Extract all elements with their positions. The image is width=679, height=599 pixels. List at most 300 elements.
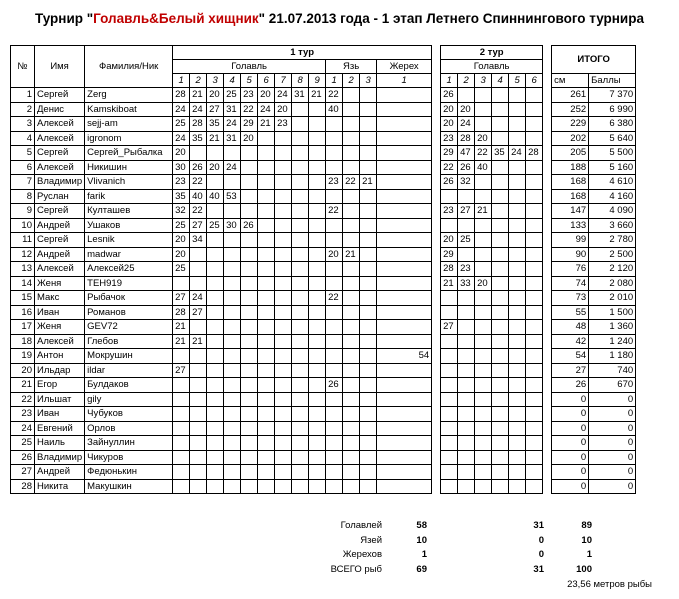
golavl1-value <box>309 407 326 422</box>
golavl1-value <box>258 146 275 161</box>
golavl1-value <box>258 465 275 480</box>
spacer <box>543 117 552 132</box>
yaz1-value: 23 <box>326 175 343 190</box>
yaz1-value <box>326 320 343 335</box>
table-row <box>11 218 636 233</box>
golavl2-value: 22 <box>475 146 492 161</box>
golavl1-value <box>309 334 326 349</box>
golavl1-value <box>292 117 309 132</box>
golavl1-value <box>309 247 326 262</box>
golavl2-value <box>509 392 526 407</box>
totals-tour1: 10 <box>416 534 427 546</box>
golavl1-value <box>275 450 292 465</box>
spacer <box>543 102 552 117</box>
col-golavl1-7: 7 <box>275 74 292 88</box>
col-golavl1-9: 9 <box>309 74 326 88</box>
golavl2-value <box>492 189 509 204</box>
zhereh1-value <box>377 378 432 393</box>
golavl2-value <box>441 465 458 480</box>
golavl1-value <box>258 233 275 248</box>
table-row <box>11 189 636 204</box>
golavl2-value: 20 <box>458 102 475 117</box>
golavl1-value <box>309 363 326 378</box>
golavl1-value <box>309 305 326 320</box>
golavl1-value <box>207 146 224 161</box>
yaz1-value <box>326 146 343 161</box>
golavl2-value: 47 <box>458 146 475 161</box>
golavl2-value <box>526 479 543 494</box>
spacer <box>543 392 552 407</box>
golavl1-value: 30 <box>173 160 190 175</box>
col-yaz1-1: 1 <box>326 74 343 88</box>
golavl1-value: 31 <box>224 102 241 117</box>
spacer <box>432 204 441 219</box>
golavl2-value: 26 <box>441 88 458 103</box>
golavl2-value <box>526 363 543 378</box>
golavl1-value: 20 <box>207 88 224 103</box>
golavl1-value <box>207 334 224 349</box>
row-points: 1 360 <box>589 320 636 335</box>
golavl2-value <box>492 320 509 335</box>
golavl2-value <box>475 392 492 407</box>
golavl2-value <box>492 276 509 291</box>
golavl1-value: 20 <box>275 102 292 117</box>
row-nick: gily <box>85 392 173 407</box>
row-name: Руслан <box>35 189 85 204</box>
table-row <box>11 421 636 436</box>
row-points: 5 160 <box>589 160 636 175</box>
golavl1-value <box>190 479 207 494</box>
golavl1-value <box>292 291 309 306</box>
table-row <box>11 407 636 422</box>
golavl2-value <box>458 334 475 349</box>
golavl2-value <box>458 363 475 378</box>
golavl2-value <box>458 291 475 306</box>
golavl1-value <box>207 204 224 219</box>
golavl1-value <box>258 247 275 262</box>
row-name: Макс <box>35 291 85 306</box>
golavl2-value <box>475 334 492 349</box>
row-points: 1 500 <box>589 305 636 320</box>
golavl1-value: 20 <box>241 131 258 146</box>
golavl1-value: 20 <box>207 160 224 175</box>
yaz1-value <box>343 378 360 393</box>
golavl1-value: 20 <box>173 146 190 161</box>
row-num: 22 <box>11 392 35 407</box>
golavl1-value <box>309 276 326 291</box>
golavl2-value <box>526 421 543 436</box>
golavl1-value: 25 <box>173 262 190 277</box>
golavl2-value <box>475 88 492 103</box>
golavl2-value <box>458 88 475 103</box>
table-row <box>11 465 636 480</box>
golavl1-value: 24 <box>190 102 207 117</box>
row-points: 670 <box>589 378 636 393</box>
table-row <box>11 276 636 291</box>
golavl1-value <box>292 218 309 233</box>
row-sm: 202 <box>552 131 589 146</box>
spacer <box>543 88 552 103</box>
golavl2-value <box>475 421 492 436</box>
table-row <box>11 117 636 132</box>
yaz1-value <box>360 102 377 117</box>
golavl1-value <box>190 378 207 393</box>
yaz1-value: 22 <box>326 204 343 219</box>
golavl1-value <box>275 131 292 146</box>
row-name: Никита <box>35 479 85 494</box>
spacer <box>543 276 552 291</box>
golavl2-value <box>475 175 492 190</box>
spacer <box>543 465 552 480</box>
spacer <box>543 334 552 349</box>
golavl2-value <box>492 450 509 465</box>
spacer <box>432 334 441 349</box>
golavl2-value <box>509 204 526 219</box>
totals-table <box>300 519 592 577</box>
golavl2-value <box>441 349 458 364</box>
header-tour2: 2 тур <box>441 46 543 60</box>
golavl1-value <box>241 378 258 393</box>
row-sm: 0 <box>552 407 589 422</box>
zhereh1-value <box>377 421 432 436</box>
golavl1-value <box>292 363 309 378</box>
golavl2-value <box>441 378 458 393</box>
golavl1-value <box>224 305 241 320</box>
golavl2-value <box>526 160 543 175</box>
col-golavl2-3: 3 <box>475 74 492 88</box>
golavl2-value <box>492 392 509 407</box>
spacer <box>543 450 552 465</box>
golavl2-value <box>509 479 526 494</box>
table-row <box>11 436 636 451</box>
golavl1-value <box>173 450 190 465</box>
spacer <box>432 189 441 204</box>
golavl2-value <box>526 305 543 320</box>
golavl1-value <box>224 436 241 451</box>
golavl1-value <box>275 421 292 436</box>
golavl1-value <box>241 247 258 262</box>
row-nick: Чикуров <box>85 450 173 465</box>
zhereh1-value: 54 <box>377 349 432 364</box>
row-sm: 54 <box>552 349 589 364</box>
yaz1-value <box>343 146 360 161</box>
golavl1-value <box>275 160 292 175</box>
col-golavl1-4: 4 <box>224 74 241 88</box>
golavl1-value <box>292 204 309 219</box>
golavl1-value <box>309 160 326 175</box>
golavl2-value: 21 <box>475 204 492 219</box>
golavl2-value <box>458 247 475 262</box>
golavl2-value <box>441 479 458 494</box>
yaz1-value <box>326 160 343 175</box>
spacer <box>432 479 441 494</box>
golavl2-value <box>441 334 458 349</box>
table-row <box>11 392 636 407</box>
table-row <box>11 305 636 320</box>
golavl2-value <box>441 436 458 451</box>
row-name: Женя <box>35 276 85 291</box>
golavl1-value <box>258 378 275 393</box>
row-points: 2 120 <box>589 262 636 277</box>
row-name: Егор <box>35 378 85 393</box>
golavl1-value: 20 <box>258 88 275 103</box>
golavl1-value <box>275 218 292 233</box>
zhereh1-value <box>377 334 432 349</box>
footer-length: 23,56 метров рыбы <box>567 579 652 590</box>
golavl1-value <box>275 407 292 422</box>
yaz1-value <box>360 117 377 132</box>
golavl1-value <box>224 334 241 349</box>
table-row <box>11 131 636 146</box>
golavl1-value <box>173 421 190 436</box>
golavl1-value <box>241 276 258 291</box>
spacer <box>432 305 441 320</box>
golavl2-value <box>441 305 458 320</box>
table-row <box>11 334 636 349</box>
col-golavl1-3: 3 <box>207 74 224 88</box>
golavl1-value: 27 <box>190 218 207 233</box>
zhereh1-value <box>377 218 432 233</box>
yaz1-value <box>343 349 360 364</box>
golavl2-value: 20 <box>441 102 458 117</box>
golavl1-value <box>190 450 207 465</box>
col-golavl2-5: 5 <box>509 74 526 88</box>
row-name: Алексей <box>35 334 85 349</box>
golavl1-value <box>258 175 275 190</box>
golavl1-value <box>258 392 275 407</box>
row-sm: 0 <box>552 465 589 480</box>
golavl2-value <box>509 189 526 204</box>
zhereh1-value <box>377 407 432 422</box>
spacer <box>432 363 441 378</box>
row-name: Иван <box>35 305 85 320</box>
golavl1-value <box>241 189 258 204</box>
yaz1-value <box>360 436 377 451</box>
spacer <box>432 160 441 175</box>
golavl2-value <box>475 305 492 320</box>
golavl1-value <box>173 276 190 291</box>
yaz1-value <box>343 479 360 494</box>
table-row <box>11 363 636 378</box>
golavl2-value <box>458 465 475 480</box>
golavl2-value <box>458 218 475 233</box>
golavl1-value <box>190 262 207 277</box>
row-points: 740 <box>589 363 636 378</box>
golavl2-value <box>509 291 526 306</box>
golavl2-value <box>509 117 526 132</box>
golavl1-value <box>241 407 258 422</box>
golavl1-value: 40 <box>207 189 224 204</box>
row-nick: farik <box>85 189 173 204</box>
spacer <box>543 320 552 335</box>
yaz1-value <box>360 407 377 422</box>
golavl1-value <box>190 247 207 262</box>
golavl1-value: 35 <box>207 117 224 132</box>
table-row <box>11 204 636 219</box>
header-zhereh-1: Жерех <box>377 60 432 74</box>
table-row <box>11 160 636 175</box>
row-name: Сергей <box>35 204 85 219</box>
yaz1-value <box>343 262 360 277</box>
golavl1-value: 25 <box>207 218 224 233</box>
row-num: 21 <box>11 378 35 393</box>
golavl2-value <box>492 117 509 132</box>
golavl1-value <box>292 378 309 393</box>
golavl1-value <box>224 247 241 262</box>
golavl1-value: 34 <box>190 233 207 248</box>
yaz1-value <box>343 407 360 422</box>
row-name: Андрей <box>35 465 85 480</box>
golavl1-value <box>292 102 309 117</box>
golavl1-value <box>292 450 309 465</box>
row-sm: 76 <box>552 262 589 277</box>
golavl1-value <box>275 334 292 349</box>
golavl1-value <box>309 465 326 480</box>
spacer <box>432 102 441 117</box>
golavl2-value <box>509 349 526 364</box>
golavl2-value <box>475 218 492 233</box>
spacer <box>543 189 552 204</box>
golavl2-value <box>492 334 509 349</box>
zhereh1-value <box>377 465 432 480</box>
golavl2-value <box>509 407 526 422</box>
golavl1-value <box>275 276 292 291</box>
golavl1-value <box>258 320 275 335</box>
row-nick: Романов <box>85 305 173 320</box>
spacer <box>543 131 552 146</box>
golavl2-value: 28 <box>526 146 543 161</box>
yaz1-value <box>326 349 343 364</box>
spacer <box>543 436 552 451</box>
table-row <box>11 262 636 277</box>
yaz1-value: 22 <box>326 88 343 103</box>
yaz1-value <box>360 276 377 291</box>
golavl2-value: 28 <box>458 131 475 146</box>
golavl2-value <box>509 276 526 291</box>
yaz1-value <box>326 233 343 248</box>
totals-tour2: 31 <box>533 520 544 531</box>
row-points: 3 660 <box>589 218 636 233</box>
golavl1-value: 22 <box>241 102 258 117</box>
spacer <box>543 233 552 248</box>
golavl1-value <box>275 175 292 190</box>
golavl1-value: 23 <box>275 117 292 132</box>
golavl2-value <box>492 421 509 436</box>
col-golavl1-5: 5 <box>241 74 258 88</box>
golavl1-value <box>190 276 207 291</box>
golavl1-value <box>173 479 190 494</box>
golavl1-value: 28 <box>173 305 190 320</box>
golavl2-value: 24 <box>509 146 526 161</box>
golavl1-value: 24 <box>224 117 241 132</box>
golavl1-value <box>224 204 241 219</box>
tournament-name: Голавль&Белый хищник <box>93 11 259 26</box>
golavl1-value <box>258 218 275 233</box>
golavl2-value <box>526 450 543 465</box>
spacer <box>432 407 441 422</box>
golavl1-value <box>309 218 326 233</box>
golavl1-value <box>275 262 292 277</box>
row-sm: 42 <box>552 334 589 349</box>
row-num: 12 <box>11 247 35 262</box>
golavl1-value <box>207 363 224 378</box>
row-nick: Kamskiboat <box>85 102 173 117</box>
golavl2-value: 32 <box>458 175 475 190</box>
golavl1-value <box>207 421 224 436</box>
golavl1-value <box>275 204 292 219</box>
totals-tour1: 1 <box>421 549 427 560</box>
row-name: Денис <box>35 102 85 117</box>
golavl1-value <box>224 291 241 306</box>
col-golavl2-6: 6 <box>526 74 543 88</box>
row-name: Ильшат <box>35 392 85 407</box>
golavl2-value <box>526 320 543 335</box>
yaz1-value <box>326 276 343 291</box>
yaz1-value <box>360 88 377 103</box>
row-points: 4 160 <box>589 189 636 204</box>
header-nick: Фамилия/Ник <box>85 46 173 88</box>
golavl2-value <box>441 450 458 465</box>
golavl1-value <box>241 363 258 378</box>
golavl2-value <box>526 88 543 103</box>
zhereh1-value <box>377 204 432 219</box>
golavl1-value <box>309 479 326 494</box>
row-sm: 188 <box>552 160 589 175</box>
zhereh1-value <box>377 117 432 132</box>
header-golavl-1: Голавль <box>173 60 326 74</box>
golavl1-value: 26 <box>241 218 258 233</box>
golavl1-value <box>292 131 309 146</box>
yaz1-value <box>360 262 377 277</box>
golavl1-value <box>224 465 241 480</box>
yaz1-value <box>326 479 343 494</box>
spacer <box>432 218 441 233</box>
row-points: 7 370 <box>589 88 636 103</box>
golavl1-value <box>309 204 326 219</box>
golavl1-value <box>275 349 292 364</box>
yaz1-value <box>326 436 343 451</box>
golavl1-value: 21 <box>190 88 207 103</box>
golavl2-value <box>492 175 509 190</box>
golavl2-value <box>526 204 543 219</box>
table-row <box>11 146 636 161</box>
row-name: Алексей <box>35 262 85 277</box>
golavl1-value <box>173 378 190 393</box>
golavl1-value <box>275 465 292 480</box>
col-golavl1-6: 6 <box>258 74 275 88</box>
golavl2-value <box>458 189 475 204</box>
golavl2-value <box>458 392 475 407</box>
yaz1-value <box>326 407 343 422</box>
yaz1-value <box>360 479 377 494</box>
table-row <box>11 479 636 494</box>
row-num: 16 <box>11 305 35 320</box>
row-nick: Vlivanich <box>85 175 173 190</box>
table-row <box>11 378 636 393</box>
yaz1-value <box>360 204 377 219</box>
row-name: Евгений <box>35 421 85 436</box>
row-name: Наиль <box>35 436 85 451</box>
golavl1-value: 21 <box>258 117 275 132</box>
golavl1-value <box>258 349 275 364</box>
yaz1-value: 21 <box>360 175 377 190</box>
yaz1-value <box>326 305 343 320</box>
yaz1-value <box>360 291 377 306</box>
golavl1-value <box>190 363 207 378</box>
golavl1-value <box>275 233 292 248</box>
golavl2-value: 27 <box>458 204 475 219</box>
zhereh1-value <box>377 320 432 335</box>
